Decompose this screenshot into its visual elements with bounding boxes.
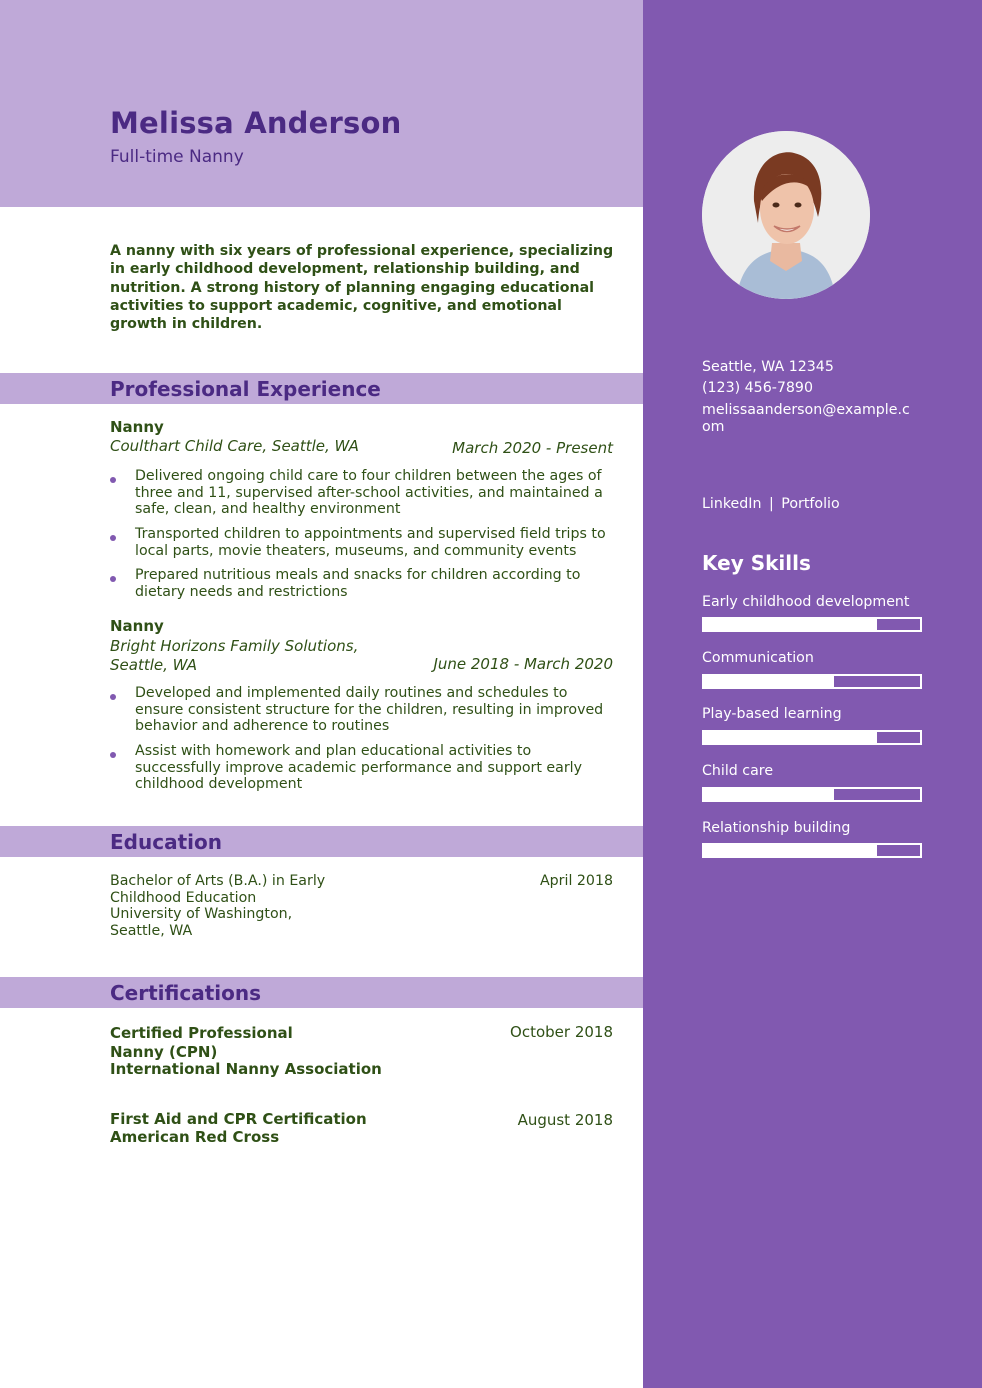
skill-level-fill [704,789,834,800]
summary-paragraph: A nanny with six years of professional experience, specializing in early childhood development, relationship building, and nutrition. A strong history of planning engaging educational activities to support academic, cognitive, and emotional growth in children. [110,243,614,333]
bullet-icon [110,694,116,700]
skill-label: Relationship building [702,820,851,836]
job-dates: March 2020 - Present [452,439,613,457]
job-title: Full-time Nanny [110,147,244,167]
education-date: April 2018 [539,873,613,889]
skill-label: Child care [702,763,774,779]
link-separator: | [768,496,774,512]
header-band [0,0,643,207]
experience-heading: Professional Experience [110,377,381,401]
skill-label: Play-based learning [702,706,842,722]
education-band [0,826,643,857]
skill-level-bar [702,730,922,745]
certification-issuer: American Red Cross [110,1128,280,1146]
job-role: Nanny [110,418,164,436]
skill-level-fill [704,676,834,687]
skill-level-bar [702,617,922,632]
skill-level-bar [702,843,922,858]
bullet-icon [110,576,116,582]
education-heading: Education [110,830,222,854]
education-school: University of Washington, Seattle, WA [110,906,293,939]
job-bullet: Developed and implemented daily routines and schedules to ensure consistent structure for the children, resulting in improved behavior and adherence to routines [135,685,604,735]
skill-level-fill [704,845,877,856]
job-company: Bright Horizons Family Solutions, Seattle, WA [110,637,359,674]
certification-date: August 2018 [517,1111,613,1129]
contact-email[interactable]: melissaanderson@example.com [702,402,910,435]
job-bullet: Prepared nutritious meals and snacks for children according to dietary needs and restrictions [135,567,581,600]
linkedin-link[interactable]: LinkedIn [702,496,762,512]
job-role: Nanny [110,617,164,635]
certification-name: Certified Professional Nanny (CPN) [110,1024,293,1061]
job-bullet: Transported children to appointments and supervised field trips to local parts, movie theaters, museums, and community events [135,526,606,559]
skill-level-fill [704,732,877,743]
job-bullet: Assist with homework and plan educational activities to successfully improve academic performance and support early childhood development [135,743,583,793]
job-company: Coulthart Child Care, Seattle, WA [110,437,359,455]
skill-level-bar [702,674,922,689]
contact-address: Seattle, WA 12345 [702,359,834,375]
profile-links [702,496,840,513]
bullet-icon [110,535,116,541]
skill-level-bar [702,787,922,802]
skill-level-fill [704,619,877,630]
candidate-name: Melissa Anderson [110,106,402,140]
skill-label: Communication [702,650,814,666]
portfolio-link[interactable]: Portfolio [781,496,840,512]
certification-name: First Aid and CPR Certification [110,1110,367,1128]
profile-photo [702,131,870,299]
certifications-band [0,977,643,1008]
bullet-icon [110,752,116,758]
job-dates: June 2018 - March 2020 [433,655,613,673]
contact-phone: (123) 456-7890 [702,380,813,396]
profile-photo-icon [702,131,870,299]
job-bullet: Delivered ongoing child care to four children between the ages of three and 11, supervised after-school activities, and maintained a safe, clean, and healthy environment [135,468,603,518]
skills-heading: Key Skills [702,551,811,575]
certifications-heading: Certifications [110,981,261,1005]
bullet-icon [110,477,116,483]
certification-issuer: International Nanny Association [110,1060,382,1078]
certification-date: October 2018 [510,1023,613,1041]
skill-label: Early childhood development [702,594,910,610]
education-degree: Bachelor of Arts (B.A.) in Early Childhood Education [110,873,326,906]
